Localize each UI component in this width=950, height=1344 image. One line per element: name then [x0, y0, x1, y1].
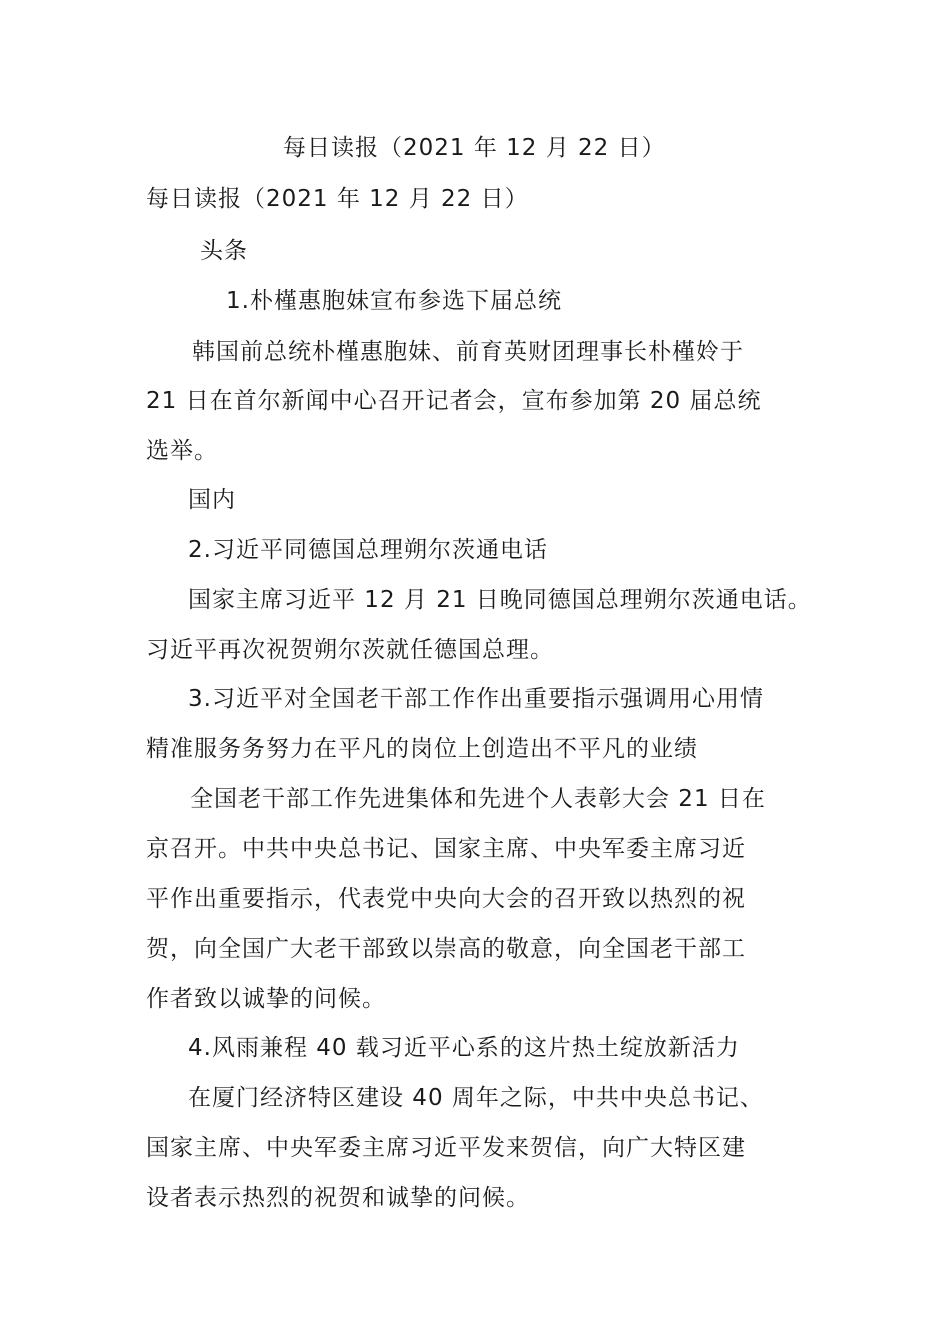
article-title-4: 4.风雨兼程 40 载习近平心系的这片热土绽放新活力 — [188, 1035, 740, 1061]
article-title-2: 2.习近平同德国总理朔尔茨通电话 — [188, 537, 548, 563]
article-body-4-line-3: 设者表示热烈的祝贺和诚挚的问候。 — [146, 1185, 530, 1211]
article-body-3-line-4: 贺，向全国广大老干部致以崇高的敬意，向全国老干部工 — [146, 936, 746, 962]
article-body-2-line-2: 习近平再次祝贺朔尔茨就任德国总理。 — [146, 637, 554, 663]
article-title-3-line-2: 精准服务务努力在平凡的岗位上创造出不平凡的业绩 — [146, 736, 698, 762]
article-body-3-line-5: 作者致以诚挚的问候。 — [146, 986, 386, 1012]
article-body-3-line-2: 京召开。中共中央总书记、国家主席、中央军委主席习近 — [146, 836, 746, 862]
article-body-4-line-1: 在厦门经济特区建设 40 周年之际，中共中央总书记、 — [188, 1085, 764, 1111]
article-body-1-line-3: 选举。 — [146, 438, 218, 464]
article-title-1: 1.朴槿惠胞妹宣布参选下届总统 — [226, 288, 562, 314]
article-body-3-line-3: 平作出重要指示，代表党中央向大会的召开致以热烈的祝 — [146, 886, 746, 912]
article-body-1-line-1: 韩国前总统朴槿惠胞妹、前育英财团理事长朴槿姈于 — [192, 339, 744, 365]
article-body-3-line-1: 全国老干部工作先进集体和先进个人表彰大会 21 日在 — [190, 786, 766, 812]
article-body-1-line-2: 21 日在首尔新闻中心召开记者会，宣布参加第 20 届总统 — [146, 388, 762, 414]
section-heading-domestic: 国内 — [188, 487, 236, 513]
subtitle: 每日读报（2021 年 12 月 22 日） — [146, 186, 529, 212]
article-body-4-line-2: 国家主席、中央军委主席习近平发来贺信，向广大特区建 — [146, 1135, 746, 1161]
page-title: 每日读报（2021 年 12 月 22 日） — [283, 135, 666, 161]
article-body-2-line-1: 国家主席习近平 12 月 21 日晚同德国总理朔尔茨通电话。 — [188, 587, 812, 613]
section-heading-headline: 头条 — [200, 238, 248, 264]
article-title-3-line-1: 3.习近平对全国老干部工作作出重要指示强调用心用情 — [188, 686, 764, 712]
